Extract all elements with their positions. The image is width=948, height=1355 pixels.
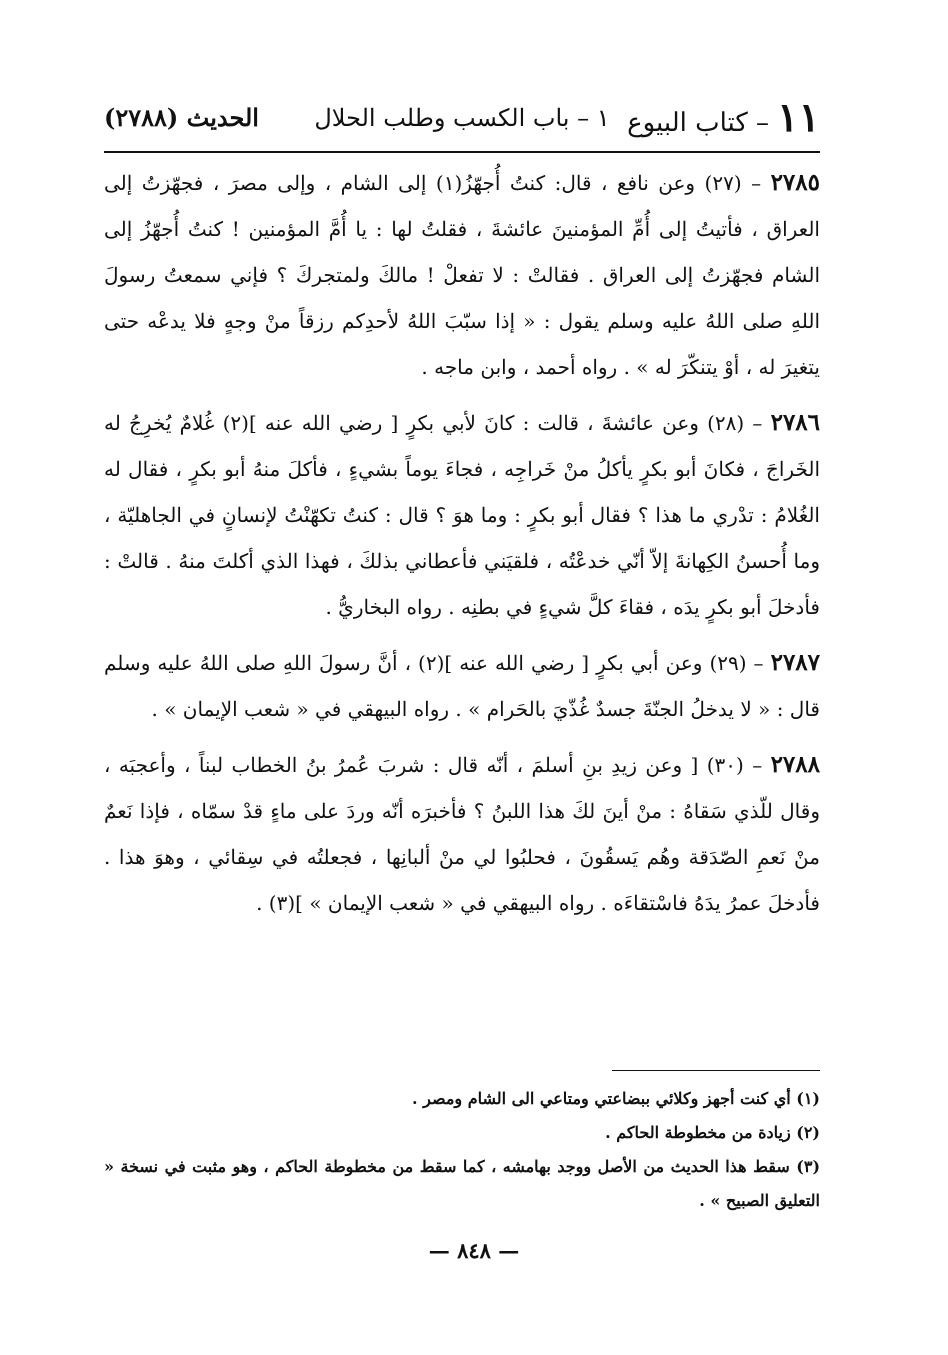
main-text: [104, 160, 820, 936]
hadith-paragraph: [104, 160, 820, 390]
book-number: ١١: [777, 94, 820, 141]
footnote: (٢) زيادة من مخطوطة الحاكم .: [605, 1123, 820, 1142]
page-header: [104, 96, 820, 148]
book-heading: [627, 96, 820, 145]
hadith-paragraph: [104, 400, 820, 630]
footnote: (١) أي كنت أجهز وكلائي ببضاعتي ومتاعي الى الشام ومصر .: [411, 1089, 820, 1108]
book-title: – كتاب البيوع: [627, 108, 770, 138]
hadith-number: ٢٧٨٧: [770, 649, 821, 676]
hadith-text: – (٣٠) [ وعن زيدِ بنِ أسلمَ ، أنّه قال : شربَ عُمرُ بنُ الخطاب لبناً ، وأعجبَه ، وقال للّذي سَقاهُ : منْ أينَ لكَ هذا اللبنُ ؟ فأخبرَه أنّه وردَ على ماءٍ قدْ سمّاه ، فإذا نَعمٌ منْ نَعمِ الصّدَقة وهُم يَسقُونَ ، فحلبُوا لي منْ ألبانِها ، فجعلتُه في سِقائي ، وهوَ هذا . فأدخلَ عمرُ يدَهُ فاسْتقاءَه . رواه البيهقي في « شعب الإيمان » ](٣) .: [104, 753, 820, 915]
chapter-title: ١ – باب الكسب وطلب الحلال: [314, 104, 610, 132]
header-divider: [104, 151, 820, 153]
hadith-number: ٢٧٨٥: [770, 169, 820, 196]
hadith-paragraph: [104, 742, 820, 926]
hadith-paragraph: [104, 640, 820, 732]
footnote: (٣) سقط هذا الحديث من الأصل ووجد بهامشه ، كما سقط من مخطوطة الحاكم ، وهو مثبت في نسخة « التعليق الصبيح » .: [104, 1157, 821, 1210]
page-number: — ٨٤٨ —: [428, 1238, 520, 1263]
hadith-number: ٢٧٨٦: [770, 409, 821, 436]
hadith-range: الحديث (٢٧٨٨): [104, 103, 259, 132]
hadith-text: – (٢٩) وعن أبي بكرٍ [ رضي الله عنه ](٢) ، أنَّ رسولَ اللهِ صلى اللهُ عليه وسلم قال : « لا يدخلُ الجنّةَ جسدٌ غُذّيَ بالحَرام » . رواه البيهقي في « شعب الإيمان » .: [104, 651, 820, 721]
hadith-text: – (٢٨) وعن عائشةَ ، قالت : كانَ لأبي بكرٍ [ رضي الله عنه ](٢) غُلامٌ يُخرِجُ له الخَراجَ ، فكانَ أبو بكرٍ يأكلُ منْ خَراجِه ، فجاءَ يوماً بشيءٍ ، فأكلَ منهُ أبو بكرٍ ، فقال له الغُلامُ : تدْري ما هذا ؟ فقال أبو بكرٍ : وما هوَ ؟ قال : كنتُ تكهّنْتُ لإنسانٍ في الجاهليّة ، وما أُحسنُ الكِهانةَ إلاّ أنّي خدعْتُه ، فلقيَني فأعطاني بذلكَ ، فهذا الذي أكلتَ منهُ . قالتْ : فأدخلَ أبو بكرٍ يدَه ، فقاءَ كلَّ شيءٍ في بطنِه . رواه البخاريُّ .: [104, 411, 820, 619]
footnote-divider: [612, 1070, 820, 1071]
hadith-number: ٢٧٨٨: [770, 751, 820, 778]
hadith-text: – (٢٧) وعن نافع ، قال: كنتُ أُجهّزُ(١) إلى الشام ، وإلى مصرَ ، فجهّزتُ إلى العراق ، فأتيتُ إلى أُمِّ المؤمنينَ عائشةَ ، فقلتُ لها : يا أُمَّ المؤمنين ! كنتُ أُجهّزُ إلى الشام فجهّزتُ إلى العراق . فقالتْ : لا تفعلْ ! مالكَ ولمتجركَ ؟ فإني سمعتُ رسولَ اللهِ صلى اللهُ عليه وسلم يقول : « إذا سبّبَ اللهُ لأحدِكم رزقاً منْ وجهٍ فلا يدعْه حتى يتغيرَ له ، أوْ يتنكّرَ له » . رواه أحمد ، وابن ماجه .: [104, 171, 820, 379]
footnotes: [104, 1082, 820, 1218]
